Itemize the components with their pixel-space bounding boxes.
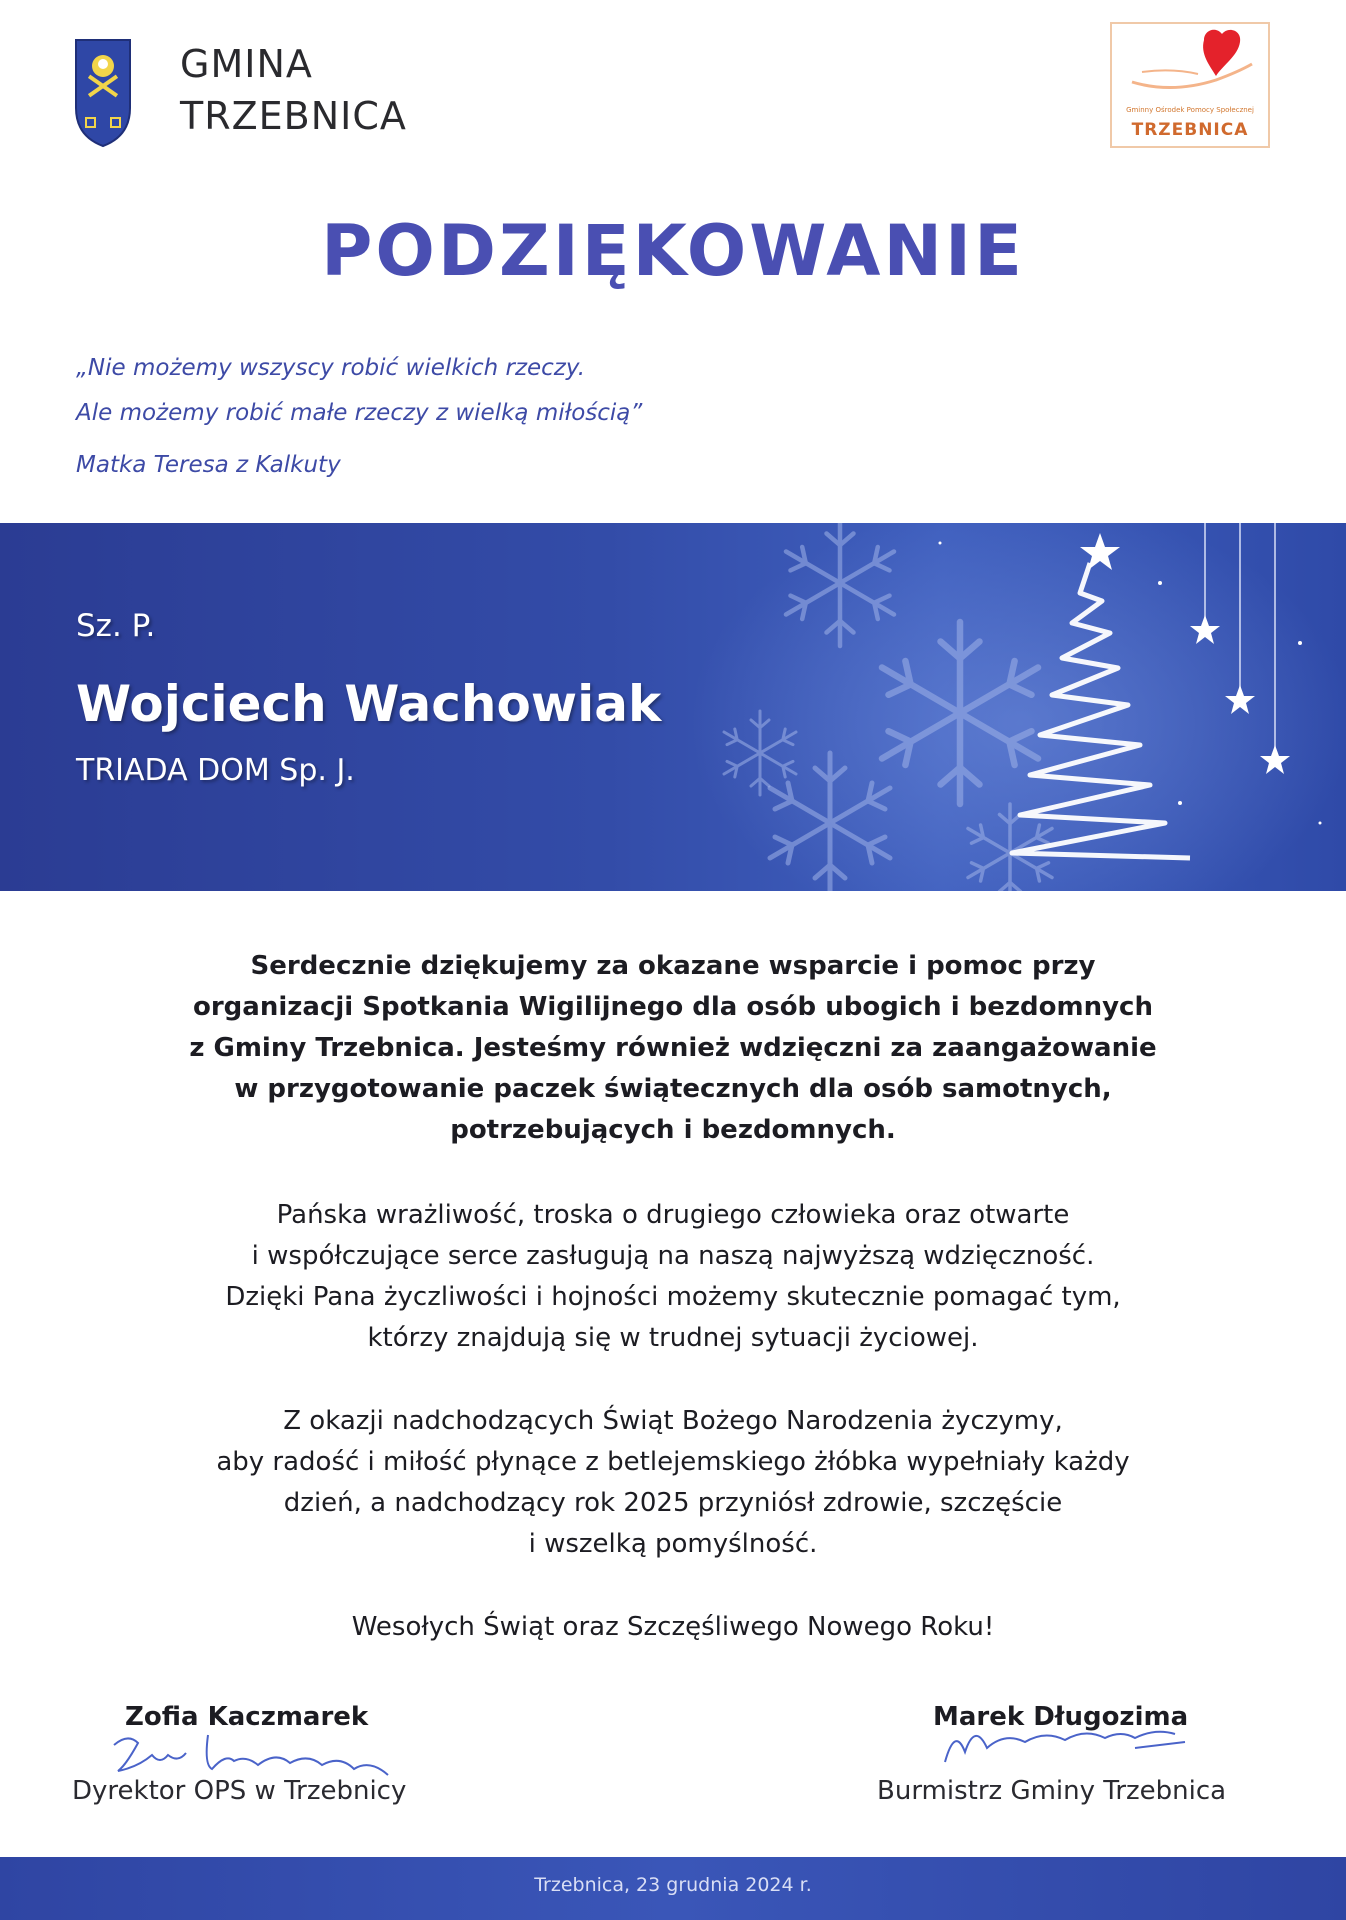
footer-band [0, 1857, 1346, 1920]
paragraph-thanks [60, 946, 1286, 1151]
recipient-banner [0, 523, 1346, 891]
ops-logo [1110, 22, 1270, 148]
quote-line-1: „Nie możemy wszyscy robić wielkich rzeczy. [76, 355, 586, 381]
signatory-left-name: Zofia Kaczmarek [125, 1702, 369, 1732]
ops-logo-title: TRZEBNICA [1131, 120, 1249, 140]
paragraph-line: Pańska wrażliwość, troska o drugiego człowieka oraz otwarte [276, 1200, 1070, 1230]
signatory-right-name: Marek Długozima [933, 1702, 1189, 1732]
paragraph-line: dzień, a nadchodzący rok 2025 przyniósł zdrowie, szczęście [283, 1488, 1063, 1518]
recipient-name: Wojciech Wachowiak [76, 675, 662, 733]
signatory-right-role: Burmistrz Gminy Trzebnica [877, 1776, 1227, 1806]
paragraph-line: aby radość i miłość płynące z betlejemskiego żłóbka wypełniały każdy [216, 1447, 1130, 1477]
paragraph-line: w przygotowanie paczek świątecznych dla osób samotnych, [234, 1074, 1112, 1104]
ops-logo-subtitle: Gminny Ośrodek Pomocy Społecznej [1126, 106, 1254, 114]
paragraph-line: Z okazji nadchodzących Świąt Bożego Narodzenia życzymy, [283, 1406, 1063, 1436]
paragraph-line: Dzięki Pana życzliwości i hojności możemy skutecznie pomagać tym, [225, 1282, 1121, 1312]
closing-greeting: Wesołych Świąt oraz Szczęśliwego Nowego Roku! [351, 1612, 995, 1642]
signature-right-scribble [935, 1712, 1205, 1782]
municipality-name-line-1: GMINA [180, 42, 313, 86]
heart-hand-icon [1112, 24, 1268, 104]
paragraph-line: którzy znajdują się w trudnej sytuacji życiowej. [367, 1323, 979, 1353]
paragraph-wishes [60, 1401, 1286, 1565]
paragraph-line: i współczujące serce zasługują na naszą najwyższą wdzięczność. [251, 1241, 1095, 1271]
paragraph-line: z Gminy Trzebnica. Jesteśmy również wdzięczni za zaangażowanie [189, 1033, 1157, 1063]
place-and-date: Trzebnica, 23 grudnia 2024 r. [534, 1874, 812, 1896]
paragraph-gratitude [60, 1195, 1286, 1359]
paragraph-line: organizacji Spotkania Wigilijnego dla osób ubogich i bezdomnych [193, 992, 1153, 1022]
quote-line-2: Ale możemy robić małe rzeczy z wielką miłością” [76, 400, 643, 426]
municipality-name-line-2: TRZEBNICA [180, 94, 407, 138]
paragraph-line: i wszelką pomyślność. [528, 1529, 818, 1559]
paragraph-line: Serdecznie dziękujemy za okazane wsparcie i pomoc przy [250, 951, 1096, 981]
page-title: PODZIĘKOWANIE [321, 210, 1025, 292]
paragraph-line: potrzebujących i bezdomnych. [450, 1115, 896, 1145]
salutation: Sz. P. [76, 608, 156, 644]
quote-author: Matka Teresa z Kalkuty [76, 452, 341, 478]
recipient-company: TRIADA DOM Sp. J. [76, 753, 355, 788]
coat-of-arms-icon [74, 38, 132, 148]
signatory-left-role: Dyrektor OPS w Trzebnicy [72, 1776, 407, 1806]
